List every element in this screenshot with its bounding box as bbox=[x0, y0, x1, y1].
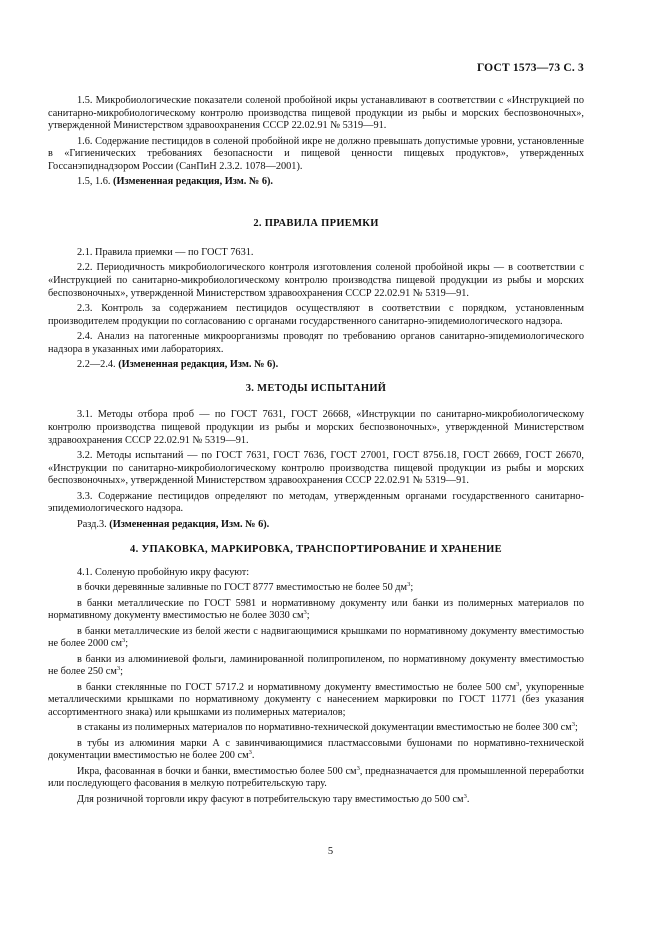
packaging-item-tin-cans: в банки металлические из белой жести с надвигающимися крышками по нормативному документу вместимостью не более 2000 $см^3$; bbox=[48, 625, 584, 650]
paragraph-3-3: 3.3. Содержание пестицидов определяют по методам, утвержденным органами государственного санитарно-эпидемиологического надзора. bbox=[48, 490, 584, 515]
packaging-item-barrels: в бочки деревянные заливные по ГОСТ 8777 вместимостью не более 50 $дм^3$; bbox=[77, 581, 414, 594]
paragraph-3-1: 3.1. Методы отбора проб — по ГОСТ 7631, ГОСТ 26668, «Инструкции по санитарно-микробиологическому контролю производства пищевой продукции из рыбы и морских беспозвоночных», утвержденной Министерством здравоохранения СССР 22.02.91 № 5319—91. bbox=[48, 409, 584, 446]
packaging-item-aluminium-tubes: в тубы из алюминия марки А с завинчивающимися пластмассовыми бушонами по нормативно-технической документации вместимостью не более 200 $см^3$. bbox=[48, 737, 584, 762]
note-text: (Измененная редакция, Изм. № 6). bbox=[109, 518, 270, 530]
paragraph-1-6: 1.6. Содержание пестицидов в соленой пробойной икре не должно превышать допустимые уровни, установленные в «Гигиенических требованиях безопасности и пищевой ценности пищевых продуктов», утвержденных Госсанэпиднадзором России (СанПиН 2.3.2. 1078—2001). bbox=[48, 135, 584, 173]
packaging-item-polymer-cups: в стаканы из полимерных материалов по нормативно-технической документации вместимостью не более 300 $см^3$; bbox=[77, 721, 578, 734]
document-body bbox=[48, 95, 584, 809]
section-heading-3: 3. МЕТОДЫ ИСПЫТАНИЙ bbox=[245, 382, 387, 394]
page-number: 5 bbox=[327, 846, 334, 857]
paragraph-2-3: 2.3. Контроль за содержанием пестицидов осуществляют в соответствии с порядком, установленным производителем продукции по согласованию с органами государственного санитарно-эпидемиологического надзора. bbox=[48, 302, 584, 327]
page-header: ГОСТ 1573—73 С. 3 bbox=[476, 62, 584, 74]
section-heading-2: 2. ПРАВИЛА ПРИЕМКИ bbox=[253, 218, 379, 230]
paragraph-industrial-use: Икра, фасованная в бочки и банки, вместимостью более 500 $см^3$, предназначается для промышленной переработки или последующего фасования в мелкую потребительскую тару. bbox=[48, 764, 584, 790]
paragraph-retail: Для розничной торговли икру фасуют в потребительскую тару вместимостью до 500 $см^3$. bbox=[77, 792, 470, 805]
note-text: (Измененная редакция, Изм. № 6). bbox=[118, 358, 279, 370]
paragraph-2-2: 2.2. Периодичность микробиологического контроля изготовления соленой пробойной икры — в соответствии с «Инструкцией по санитарно-микробиологическому контролю производства пищевой продукции из рыбы и морских беспозвоночных», утвержденной Министерством здравоохранения СССР 22.02.91 № 5319—91. bbox=[48, 262, 584, 299]
edition-note-3 bbox=[48, 519, 584, 532]
note-prefix: 1.5, 1.6. bbox=[77, 176, 111, 188]
paragraph-4-1: 4.1. Соленую пробойную икру фасуют: bbox=[77, 567, 250, 579]
section-heading-4: 4. УПАКОВКА, МАРКИРОВКА, ТРАНСПОРТИРОВАНИЕ И ХРАНЕНИЕ bbox=[130, 544, 502, 556]
packaging-item-metal-cans: в банки металлические по ГОСТ 5981 и нормативному документу или банки из полимерных материалов по нормативному документу вместимостью не более 3030 $см^3$; bbox=[48, 597, 584, 622]
note-text: (Измененная редакция, Изм. № 6). bbox=[113, 176, 273, 188]
packaging-item-foil-cans: в банки из алюминиевой фольги, ламинированной полипропиленом, по нормативному документу вместимостью не более 250 $см^3$; bbox=[48, 653, 584, 678]
paragraph-1-5: 1.5. Микробиологические показатели соленой пробойной икры устанавливают в соответствии с «Инструкцией по санитарно-микробиологическому контролю производства пищевой продукции из рыбы и морских беспозвоночных», утвержденной Министерством здравоохранения СССР 22.02.91 № 5319—91. bbox=[48, 95, 584, 132]
note-prefix: 2.2—2.4. bbox=[77, 358, 116, 370]
packaging-item-glass-jars: в банки стеклянные по ГОСТ 5717.2 и нормативному документу вместимостью не более 500 $см^3$, укупоренные металлическими крышками по нормативному документу с нанесением маркировки по ГОСТ 11771 (без указания ассортиментного знака) или крышками из полимерных материалов; bbox=[48, 680, 584, 719]
edition-note-2 bbox=[48, 359, 584, 372]
paragraph-2-1: 2.1. Правила приемки — по ГОСТ 7631. bbox=[77, 246, 254, 258]
edition-note-1 bbox=[48, 176, 584, 189]
note-prefix: Разд.3. bbox=[77, 518, 107, 530]
paragraph-3-2: 3.2. Методы испытаний — по ГОСТ 7631, ГОСТ 7636, ГОСТ 27001, ГОСТ 8756.18, ГОСТ 26669, ГОСТ 26670, «Инструкции по санитарно-микробиологическому контролю производства пищевой продукции из рыбы и морских беспозвоночных», утвержденной Министерством здравоохранения СССР 22.02.91 № 5319—91. bbox=[48, 449, 584, 487]
paragraph-2-4: 2.4. Анализ на патогенные микроорганизмы проводят по требованию органов санитарно-эпидемиологического надзора в указанных ими лабораториях. bbox=[48, 330, 584, 355]
